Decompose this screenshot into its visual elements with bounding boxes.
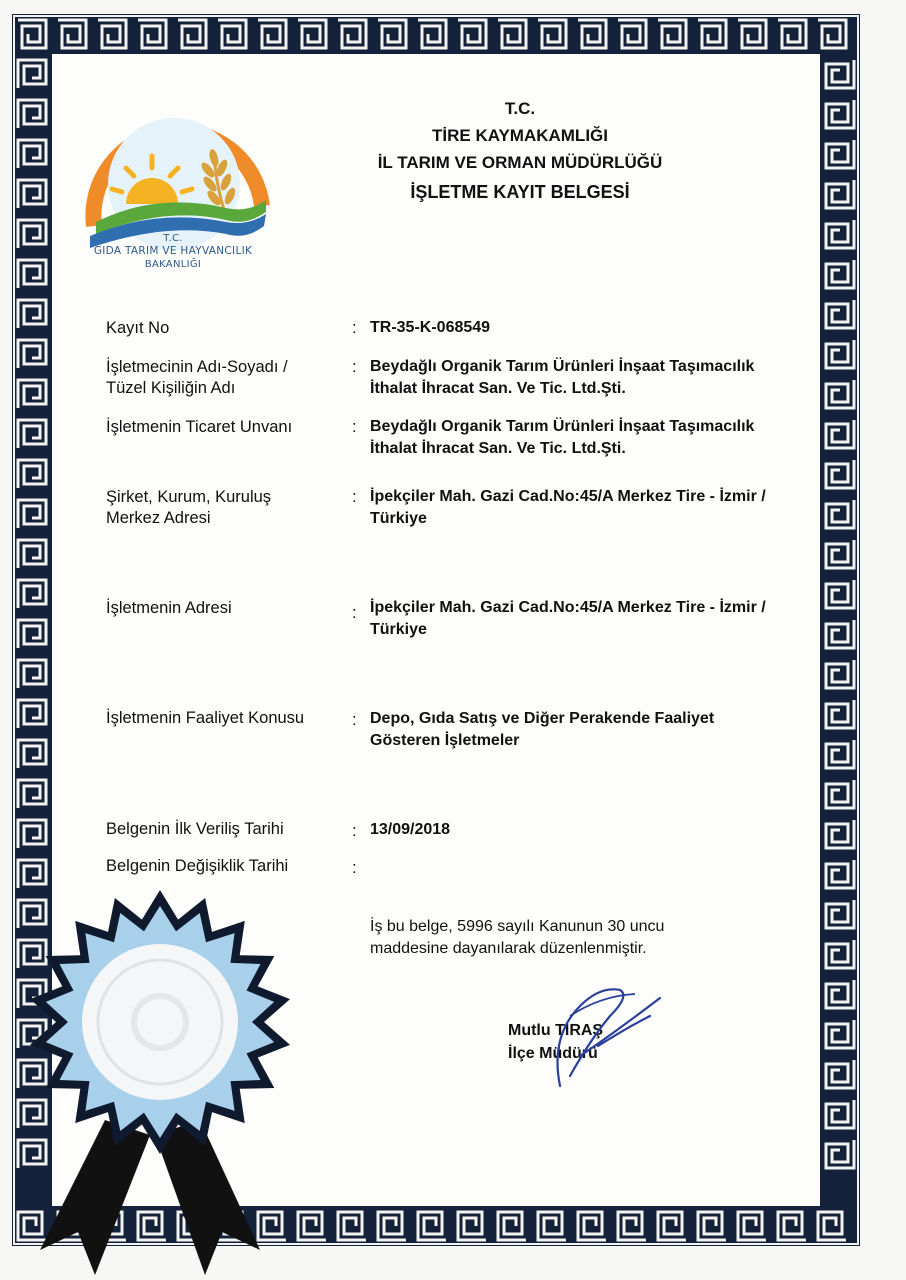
- field-colon: :: [352, 822, 357, 840]
- field-label-degisiklik: Belgenin Değişiklik Tarihi: [106, 857, 289, 875]
- field-colon: :: [352, 488, 357, 506]
- field-label-ilk-verilis: Belgenin İlk Veriliş Tarihi: [106, 820, 284, 838]
- field-label-ticaret-unvani: İşletmenin Ticaret Unvanı: [106, 418, 293, 436]
- field-value-kayit-no: TR-35-K-068549: [370, 319, 491, 336]
- field-colon: :: [352, 319, 357, 337]
- field-value-ilk-verilis: 13/09/2018: [370, 821, 451, 838]
- field-colon: :: [352, 604, 357, 622]
- field-label-faaliyet: İşletmenin Faaliyet Konusu: [106, 709, 305, 727]
- field-label-merkez-adresi: Şirket, Kurum, Kuruluş Merkez Adresi: [106, 488, 272, 527]
- header-tc: T.C.: [504, 99, 536, 118]
- field-label-isletme-adresi: İşletmenin Adresi: [106, 599, 232, 617]
- field-colon: :: [352, 358, 357, 376]
- field-value-merkez-adresi: İpekçiler Mah. Gazi Cad.No:45/A Merkez Tire - İzmir / Türkiye: [370, 488, 766, 527]
- header-kaymakamlik: TİRE KAYMAKAMLIĞI: [432, 126, 608, 145]
- signature-scribble: [540, 976, 670, 1096]
- logo-ministry-line1: GIDA TARIM VE HAYVANCILIK: [93, 245, 253, 257]
- legal-note: İş bu belge, 5996 sayılı Kanunun 30 uncu maddesine dayanılarak düzenlenmiştir.: [370, 918, 665, 957]
- field-colon: :: [352, 711, 357, 729]
- logo-ministry-line2: BAKANLIĞI: [144, 259, 202, 270]
- logo-tc: T.C.: [163, 233, 183, 244]
- field-value-isletme-adresi: İpekçiler Mah. Gazi Cad.No:45/A Merkez Tire - İzmir / Türkiye: [370, 599, 766, 638]
- field-label-isletmeci: İşletmecinin Adı-Soyadı / Tüzel Kişiliğin Adı: [106, 358, 288, 397]
- signatory-title: İlçe Müdürü: [508, 1045, 598, 1062]
- field-colon: :: [352, 418, 357, 436]
- field-value-ticaret-unvani: Beydağlı Organik Tarım Ürünleri İnşaat Taşımacılık İthalat İhracat San. Ve Tic. Ltd.Şti.: [370, 418, 755, 457]
- official-seal-rosette: [0, 880, 320, 1280]
- document-title: İŞLETME KAYIT BELGESİ: [410, 182, 630, 202]
- field-value-isletmeci: Beydağlı Organik Tarım Ürünleri İnşaat Taşımacılık İthalat İhracat San. Ve Tic. Ltd.Şti.: [370, 358, 755, 397]
- field-label-kayit-no: Kayıt No: [106, 319, 170, 337]
- field-value-faaliyet: Depo, Gıda Satış ve Diğer Perakende Faaliyet Gösteren İşletmeler: [370, 710, 715, 749]
- field-colon: :: [352, 859, 357, 877]
- seal-emboss: [82, 944, 238, 1100]
- signatory-name: Mutlu TIRAŞ: [508, 1022, 604, 1039]
- ribbon-tails: [40, 1120, 260, 1275]
- header-mudurluk: İL TARIM VE ORMAN MÜDÜRLÜĞÜ: [377, 153, 663, 172]
